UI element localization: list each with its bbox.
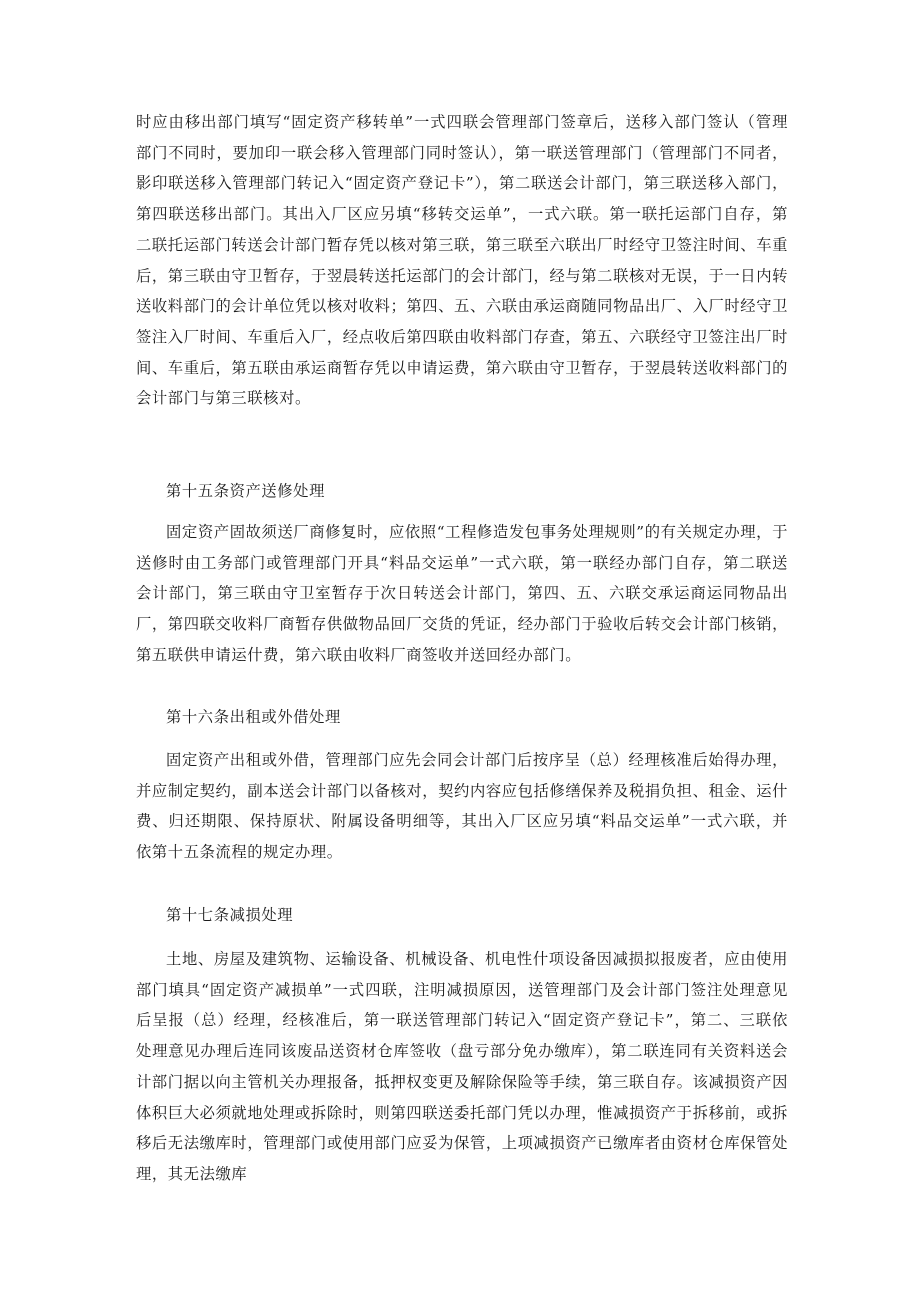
article-16-paragraph: 固定资产出租或外借，管理部门应先会同会计部门后按序呈（总）经理核准后始得办理，并应制定契约，副本送会计部门以备核对，契约内容应包括修缮保养及税捐负担、租金、运什费、归还期限、保持原状、附属设备明细等，其出入厂区应另填“料品交运单”一式六联，并依第十五条流程的规定办理。 <box>136 751 788 862</box>
article-17-heading: 第十七条减损处理 <box>166 906 294 924</box>
article-15-heading: 第十五条资产送修处理 <box>166 482 325 500</box>
article-17-paragraph: 土地、房屋及建筑物、运输设备、机械设备、机电性什项设备因减损拟报废者，应由使用部门填具“固定资产减损单”一式四联，注明减损原因，送管理部门及会计部门签注处理意见后呈报（总）经理，经核准后，第一联送管理部门转记入“固定资产登记卡”，第二、三联依处理意见办理后连同该废品送资材仓库签收（盘亏部分免办缴库），第二联连同有关资料送会计部门据以向主管机关办理报备，抵押权变更及解除保险等手续，第三联自存。该减损资产因体积巨大必须就地处理或拆除时，则第四联送委托部门凭以办理，惟减损资产于拆移前，或拆移后无法缴库时，管理部门或使用部门应妥为保管，上项减损资产已缴库者由资材仓库保管处理，其无法缴库 <box>136 950 788 1183</box>
article-16-heading: 第十六条出租或外借处理 <box>166 708 341 726</box>
article-15-paragraph: 固定资产固故须送厂商修复时，应依照“工程修造发包事务处理规则”的有关规定办理，于送修时由工务部门或管理部门开具“料品交运单”一式六联，第一联经办部门自存，第二联送会计部门，第三联由守卫室暂存于次日转送会计部门，第四、五、六联交承运商运同物品出厂，第四联交收料厂商暂存供做物品回厂交货的凭证，经办部门于验收后转交会计部门核销，第五联供申请运什费，第六联由收料厂商签收并送回经办部门。 <box>136 523 788 664</box>
continuation-paragraph: 时应由移出部门填写“固定资产移转单”一式四联会管理部门签章后，送移入部门签认（管理部门不同时，要加印一联会移入管理部门同时签认），第一联送管理部门（管理部门不同者，影印联送移入管理部门转记入“固定资产登记卡”），第二联送会计部门，第三联送移入部门，第四联送移出部门。其出入厂区应另填“移转交运单”，一式六联。第一联托运部门自存，第二联托运部门转送会计部门暂存凭以核对第三联，第三联至六联出厂时经守卫签注时间、车重后，第三联由守卫暂存，于翌晨转送托运部门的会计部门，经与第二联核对无误，于一日内转送收料部门的会计单位凭以核对收料；第四、五、六联由承运商随同物品出厂、入厂时经守卫签注入厂时间、车重后入厂，经点收后第四联由收料部门存查，第五、六联经守卫签注出厂时间、车重后，第五联由承运商暂存凭以申请运费，第六联由守卫暂存，于翌晨转送收料部门的会计部门与第三联核对。 <box>136 113 788 408</box>
